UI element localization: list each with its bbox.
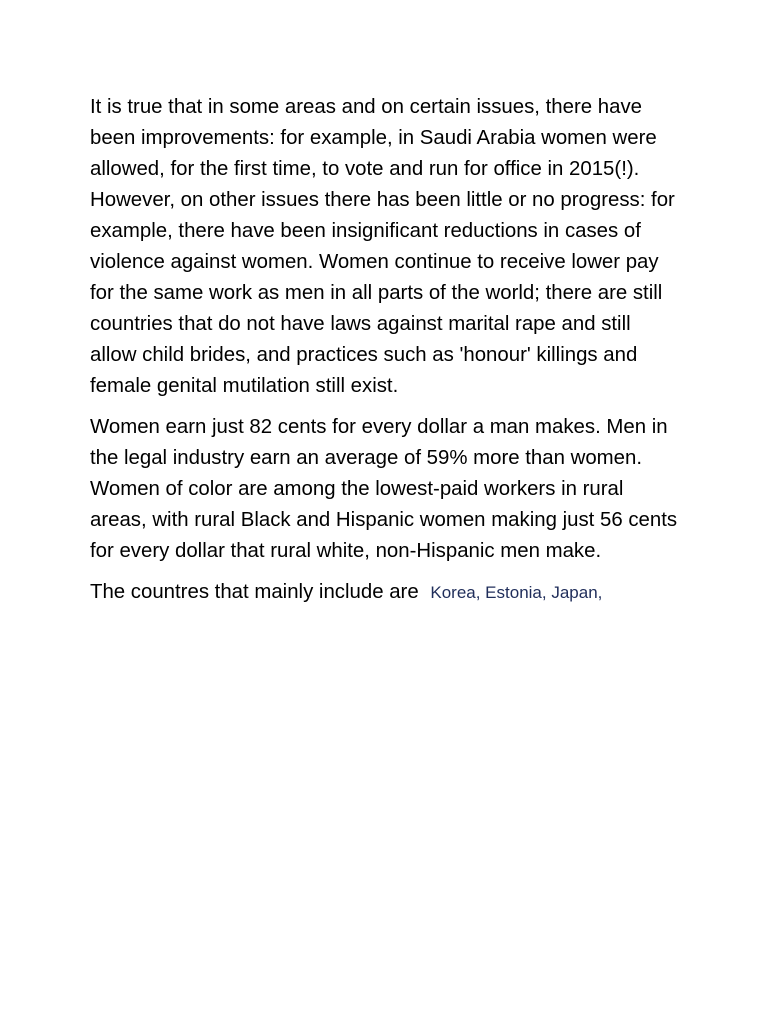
paragraph-countries bbox=[90, 577, 682, 608]
countries-list: Korea, Estonia, Japan, bbox=[430, 583, 603, 602]
document-page bbox=[90, 92, 682, 618]
paragraph-improvements: It is true that in some areas and on certain issues, there have been improvements: for example, in Saudi Arabia women were allowed, for the first time, to vote and run for office in 2015(!). However, on other issues there has been little or no progress: for example, there have been insignificant reductions in cases of violence against women. Women continue to receive lower pay for the same work as men in all parts of the world; there are still countries that do not have laws against marital rape and still allow child brides, and practices such as 'honour' killings and female genital mutilation still exist. bbox=[90, 96, 675, 397]
countries-intro-text: The countres that mainly include are bbox=[90, 581, 419, 603]
paragraph-pay-gap: Women earn just 82 cents for every dollar a man makes. Men in the legal industry earn an average of 59% more than women. Women of color are among the lowest-paid workers in rural areas, with rural Black and Hispanic women making just 56 cents for every dollar that rural white, non-Hispanic men make. bbox=[90, 416, 678, 562]
